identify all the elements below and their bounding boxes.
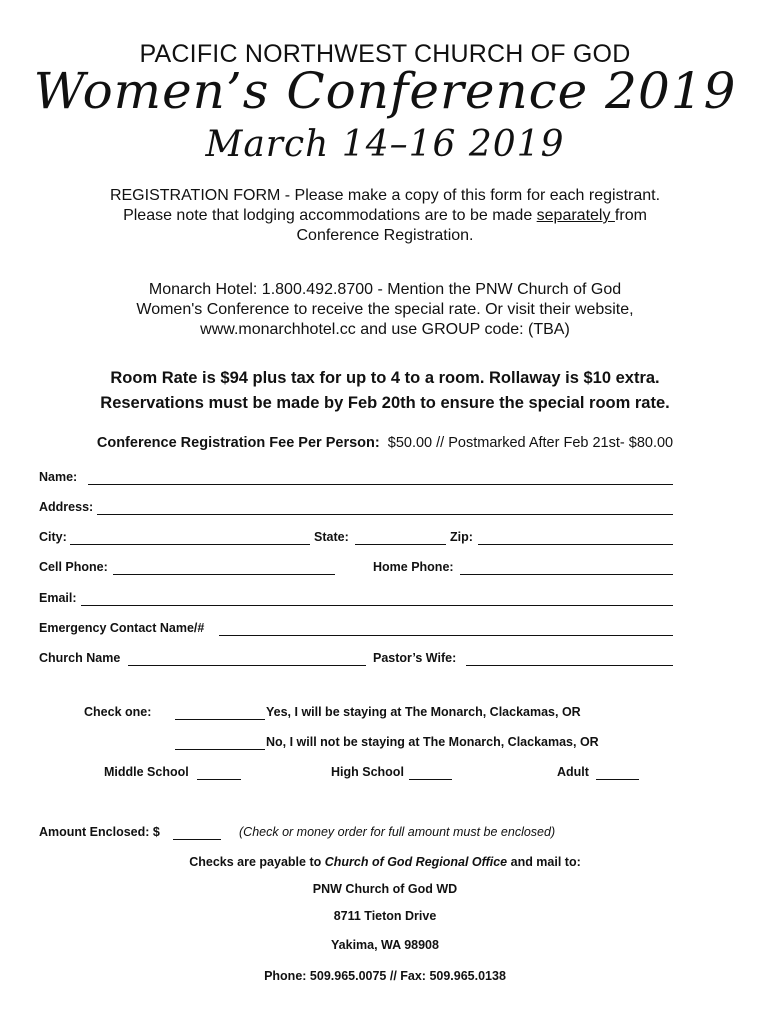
city-field[interactable] [70, 544, 310, 545]
church-name-field[interactable] [128, 665, 366, 666]
name-field[interactable] [88, 484, 673, 485]
yes-staying-label: Yes, I will be staying at The Monarch, Clackamas, OR [266, 705, 581, 719]
hotel-info-line: www.monarchhotel.cc and use GROUP code: (TBA) [200, 321, 570, 338]
adult-field[interactable] [596, 779, 639, 780]
pastors-wife-field[interactable] [466, 665, 673, 666]
registration-fee-line [0, 435, 770, 451]
mailing-address-line: PNW Church of God WD [312, 882, 458, 896]
amount-enclosed-field[interactable] [173, 839, 221, 840]
not-staying-checkbox[interactable] [175, 749, 265, 750]
payment-note: (Check or money order for full amount must be enclosed) [239, 825, 556, 839]
room-rate-line: Room Rate is $94 plus tax for up to 4 to a room. Rollaway is $10 extra. [110, 369, 660, 387]
home-phone-label: Home Phone: [373, 560, 454, 574]
pastors-wife-label: Pastor’s Wife: [373, 651, 457, 665]
registration-intro-line: REGISTRATION FORM - Please make a copy of this form for each registrant. [109, 187, 661, 204]
adult-label: Adult [557, 765, 589, 779]
not-staying-label: No, I will not be staying at The Monarch, Clackamas, OR [266, 735, 599, 749]
cell-phone-label: Cell Phone: [39, 560, 108, 574]
zip-label: Zip: [450, 530, 473, 544]
amount-enclosed-label: Amount Enclosed: $ [39, 825, 160, 839]
hotel-info [0, 280, 770, 340]
zip-field[interactable] [478, 544, 673, 545]
organization-heading: PACIFIC NORTHWEST CHURCH OF GOD [139, 40, 631, 68]
conference-dates: March 14–16 2019 [205, 124, 565, 165]
registration-fee-label: Conference Registration Fee Per Person: [96, 435, 380, 451]
reservation-deadline-line: Reservations must be made by Feb 20th to ensure the special room rate. [100, 394, 670, 412]
conference-title: Women’s Conference 2019 [33, 62, 737, 120]
check-one-label: Check one: [84, 705, 152, 719]
high-school-label: High School [331, 765, 404, 779]
yes-staying-checkbox[interactable] [175, 719, 265, 720]
email-field[interactable] [81, 605, 673, 606]
mailing-address-line: 8711 Tieton Drive [333, 909, 437, 923]
cell-phone-field[interactable] [113, 574, 335, 575]
hotel-info-line: Monarch Hotel: 1.800.492.8700 - Mention the PNW Church of God [148, 281, 622, 298]
registration-intro-text: from [614, 207, 647, 224]
registration-fee-value: $50.00 // Postmarked After Feb 21st- $80.00 [387, 435, 674, 451]
registration-intro-text: Please note that lodging accommodations are to be made [123, 207, 537, 224]
registration-intro-line: Conference Registration. [296, 227, 474, 244]
payee-name: Church of God Regional Office [324, 855, 508, 869]
payable-text: Checks are payable to [189, 855, 325, 869]
state-field[interactable] [355, 544, 446, 545]
address-label: Address: [39, 500, 94, 514]
middle-school-field[interactable] [197, 779, 241, 780]
contact-phone-line: Phone: 509.965.0075 // Fax: 509.965.0138 [264, 969, 506, 983]
room-rate-block [0, 366, 770, 416]
name-label: Name: [39, 470, 78, 484]
separately-emphasis: separately [536, 207, 615, 224]
middle-school-label: Middle School [104, 765, 189, 779]
registration-intro-line [0, 206, 770, 226]
emergency-contact-label: Emergency Contact Name/# [39, 621, 205, 635]
high-school-field[interactable] [409, 779, 452, 780]
church-name-label: Church Name [39, 651, 121, 665]
address-field[interactable] [97, 514, 673, 515]
payable-text: and mail to: [507, 855, 581, 869]
emergency-contact-field[interactable] [219, 635, 673, 636]
hotel-info-line: Women's Conference to receive the special rate. Or visit their website, [136, 301, 634, 318]
mailing-address-line: Yakima, WA 98908 [331, 938, 439, 952]
registration-intro [0, 186, 770, 246]
email-label: Email: [39, 591, 77, 605]
state-label: State: [314, 530, 349, 544]
payable-line [0, 855, 770, 869]
home-phone-field[interactable] [460, 574, 673, 575]
city-label: City: [39, 530, 67, 544]
